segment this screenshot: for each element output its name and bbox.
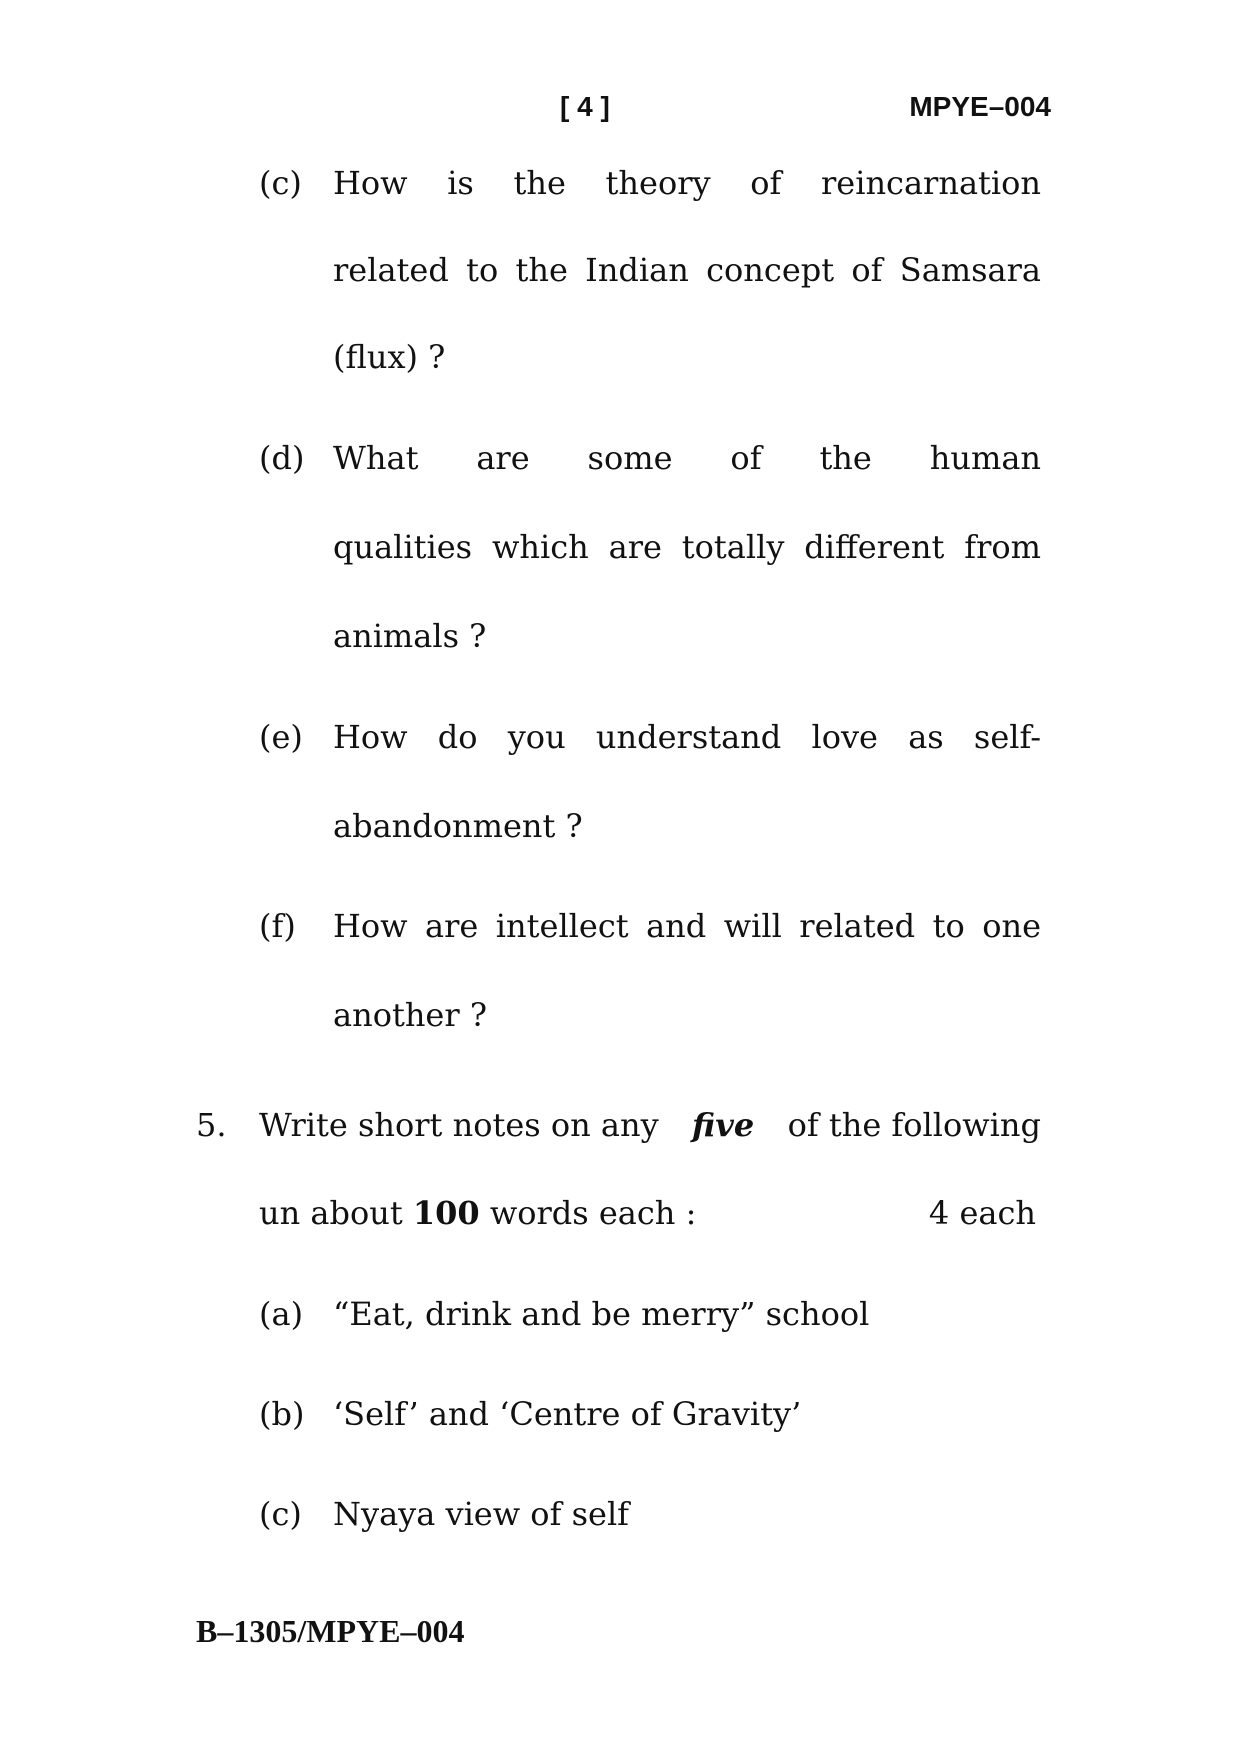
question-line: related to the Indian concept of Samsara — [333, 251, 1041, 289]
question-line: How are intellect and will related to one — [333, 907, 1041, 945]
part-label: (c) — [259, 164, 302, 202]
question-line: animals ? — [333, 617, 487, 655]
instruction-text: of the following — [787, 1106, 1041, 1144]
item-label: (c) — [259, 1495, 302, 1533]
instruction-text: words each : — [489, 1194, 697, 1232]
part-label: (e) — [259, 718, 303, 756]
question-line: abandonment ? — [333, 807, 583, 845]
question-line: How is the theory of reincarnation — [333, 164, 1041, 202]
instruction-text: Write short notes on any — [259, 1106, 659, 1144]
marks-label: 4 each — [928, 1194, 1036, 1232]
instruction-text: un about — [259, 1194, 403, 1232]
question-line: (flux) ? — [333, 338, 446, 376]
item-text: Nyaya view of self — [333, 1495, 630, 1533]
question-number: 5. — [196, 1106, 227, 1144]
question-line — [259, 1193, 696, 1233]
question-line: How do you understand love as self- — [333, 718, 1041, 756]
part-label: (f) — [259, 907, 296, 945]
course-code-header: MPYE–004 — [909, 91, 1051, 122]
part-label: (d) — [259, 439, 305, 477]
question-line: qualities which are totally different from — [333, 528, 1041, 566]
emphasis-five: five — [692, 1106, 755, 1144]
question-line — [259, 1105, 1041, 1145]
item-text: ‘Self’ and ‘Centre of Gravity’ — [333, 1395, 802, 1433]
item-text: “Eat, drink and be merry” school — [333, 1295, 870, 1333]
item-label: (a) — [259, 1295, 304, 1333]
question-line: What are some of the human — [333, 439, 1041, 477]
page-number: [ 4 ] — [560, 91, 610, 122]
word-count: 100 — [412, 1194, 480, 1232]
item-label: (b) — [259, 1395, 305, 1433]
footer-code: B–1305/MPYE–004 — [196, 1613, 465, 1649]
question-line: another ? — [333, 996, 487, 1034]
